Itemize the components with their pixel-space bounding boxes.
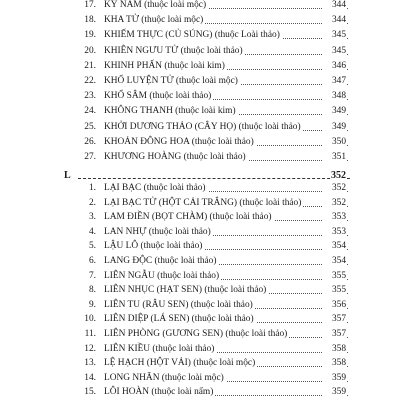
entry-title: LAN NHỰ (thuộc loài thảo) (104, 226, 211, 237)
entry-title: KHỔ LUYỆN TỬ (thuộc loài mộc) (104, 74, 240, 89)
entry-number: 10. (84, 314, 96, 325)
entry-page: 357 (322, 312, 346, 326)
toc-entry (0, 59, 400, 74)
entry-number: 23. (84, 91, 96, 102)
toc-entry (0, 283, 400, 297)
entry-title: KHIẾM THỰC (CỦ SÚNG) (thuộc Loài thảo) (104, 28, 282, 43)
toc-entry (0, 13, 400, 28)
entry-title: LIÊN DIỆP (LÁ SEN) (thuộc loài thảo) (104, 314, 254, 325)
toc-entry (0, 225, 400, 239)
entry-number: 26. (84, 136, 96, 147)
toc-entry (0, 356, 400, 370)
toc-entry (0, 74, 400, 89)
toc-entry (0, 239, 400, 253)
entry-title: LIÊN TU (RÂU SEN) (thuộc loài thảo) (104, 299, 253, 310)
entry-page: 358 (322, 342, 346, 356)
toc-entry (0, 104, 400, 119)
entry-number: 22. (84, 76, 96, 86)
entry-number: 9. (88, 299, 96, 310)
entry-title: KHỞI DƯƠNG THẢO (CÂY HỌ) (thuộc loài thảo) (104, 120, 303, 135)
entry-page: 350 (322, 135, 346, 150)
entry-title: KHOẢN ĐÔNG HOA (thuộc loài thảo) (104, 135, 256, 150)
entry-page: 346 (322, 59, 346, 74)
entry-page: 353 (322, 225, 346, 239)
entry-number: 18. (84, 15, 96, 26)
entry-number: 6. (88, 256, 96, 266)
toc-entry (0, 181, 400, 195)
toc-entry (0, 196, 400, 210)
toc-entry (0, 327, 400, 341)
entry-title: LIÊN NGẪU (thuộc loài thảo) (104, 270, 220, 281)
entry-page: 354 (322, 239, 346, 253)
toc-entry (0, 312, 400, 326)
toc-entry (0, 254, 400, 268)
entry-number: 20. (84, 45, 96, 56)
entry-number: 12. (84, 343, 96, 354)
entry-number: 4. (88, 226, 96, 237)
toc-entry (0, 150, 400, 165)
entry-title: LANG ĐỘC (thuộc loài thảo) (104, 256, 217, 266)
entry-title: LAM ĐIỀN (BỌT CHÀM) (thuộc loài thảo) (104, 212, 272, 223)
entry-page: 345 (322, 44, 346, 59)
section-leader (78, 178, 350, 179)
entry-title: LẠI BẠC TỬ (HỘT CẢI TRẮNG) (thuộc loài thảo) (104, 197, 302, 208)
toc-entry (0, 210, 400, 224)
entry-page: 359 (322, 385, 346, 399)
entry-number: 27. (84, 152, 96, 162)
entry-title: KHINH PHẤN (thuộc loài kim) (104, 59, 227, 74)
entry-title: KHA TỬ (thuộc loài mộc) (104, 13, 205, 28)
toc-entry (0, 342, 400, 356)
entry-number: 11. (84, 329, 96, 339)
section-page: 352 (331, 166, 346, 186)
entry-page: 355 (322, 269, 346, 283)
entry-page: 352 (322, 196, 346, 210)
entry-page: 356 (322, 298, 346, 312)
entry-page: 355 (322, 283, 346, 297)
entry-title: LONG NHÃN (thuộc loài mộc) (104, 372, 224, 383)
entry-page: 344 (322, 0, 346, 13)
toc-entry (0, 0, 400, 13)
toc-entry (0, 269, 400, 283)
toc-entry (0, 371, 400, 385)
entry-title: KHƯƠNG HOÀNG (thuộc loài thảo) (104, 150, 248, 165)
entry-page: 348 (322, 89, 346, 104)
entry-page: 349 (322, 104, 346, 119)
entry-number: 13. (84, 358, 96, 369)
entry-page: 359 (322, 371, 346, 385)
entry-number: 17. (84, 0, 96, 10)
entry-number: 25. (84, 121, 96, 132)
entry-title: LẬU LÔ (thuộc loài thảo) (104, 241, 203, 252)
toc-entry (0, 44, 400, 59)
entry-page: 358 (322, 356, 346, 370)
entry-page: 344 (322, 13, 346, 28)
toc-entry (0, 89, 400, 104)
entry-number: 8. (88, 285, 96, 296)
entry-number: 1. (88, 183, 96, 193)
entry-title: KHÔNG THANH (thuộc loài kim) (104, 104, 238, 119)
entry-title: LIÊN NHỤC (HẠT SEN) (thuộc loài thảo) (104, 285, 267, 296)
entry-number: 5. (88, 241, 96, 252)
entry-number: 24. (84, 106, 96, 117)
entry-page: 349 (322, 120, 346, 135)
entry-page: 345 (322, 28, 346, 43)
toc-entry (0, 135, 400, 150)
entry-title: KHỔ SÂM (thuộc loài thảo) (104, 89, 213, 104)
entry-number: 15. (84, 387, 96, 398)
entry-title: LIÊN PHÒNG (GƯƠNG SEN) (thuộc loài thảo) (104, 329, 288, 339)
entry-number: 2. (88, 197, 96, 208)
entry-page: 354 (322, 254, 346, 268)
entry-page: 351 (322, 150, 346, 165)
entry-title: LỆ HẠCH (HỘT VẢI) (thuộc loài mộc) (104, 358, 256, 369)
toc-entry (0, 385, 400, 399)
toc-entry (0, 28, 400, 43)
entry-number: 14. (84, 372, 96, 383)
entry-page: 352 (322, 181, 346, 195)
entry-title: KỲ NAM (thuộc loài mộc) (104, 0, 208, 13)
entry-title: LIÊN KIỀU (thuộc loài thảo) (104, 343, 215, 354)
entry-title: LẠI BẠC (thuộc loài thảo) (104, 183, 206, 193)
entry-title: LÔI HOÀN (thuộc loài nấm) (104, 387, 214, 398)
toc-entry (0, 298, 400, 312)
entry-number: 3. (88, 212, 96, 223)
section-letter: L (64, 170, 71, 182)
entry-number: 19. (84, 30, 96, 41)
entry-page: 353 (322, 210, 346, 224)
entry-page: 357 (322, 327, 346, 341)
entry-number: 21. (84, 60, 96, 71)
entry-number: 7. (88, 270, 96, 281)
toc-entry (0, 120, 400, 135)
entry-page: 347 (322, 74, 346, 89)
entry-title: KHIÊN NGƯU TỬ (thuộc loài thảo) (104, 44, 245, 59)
